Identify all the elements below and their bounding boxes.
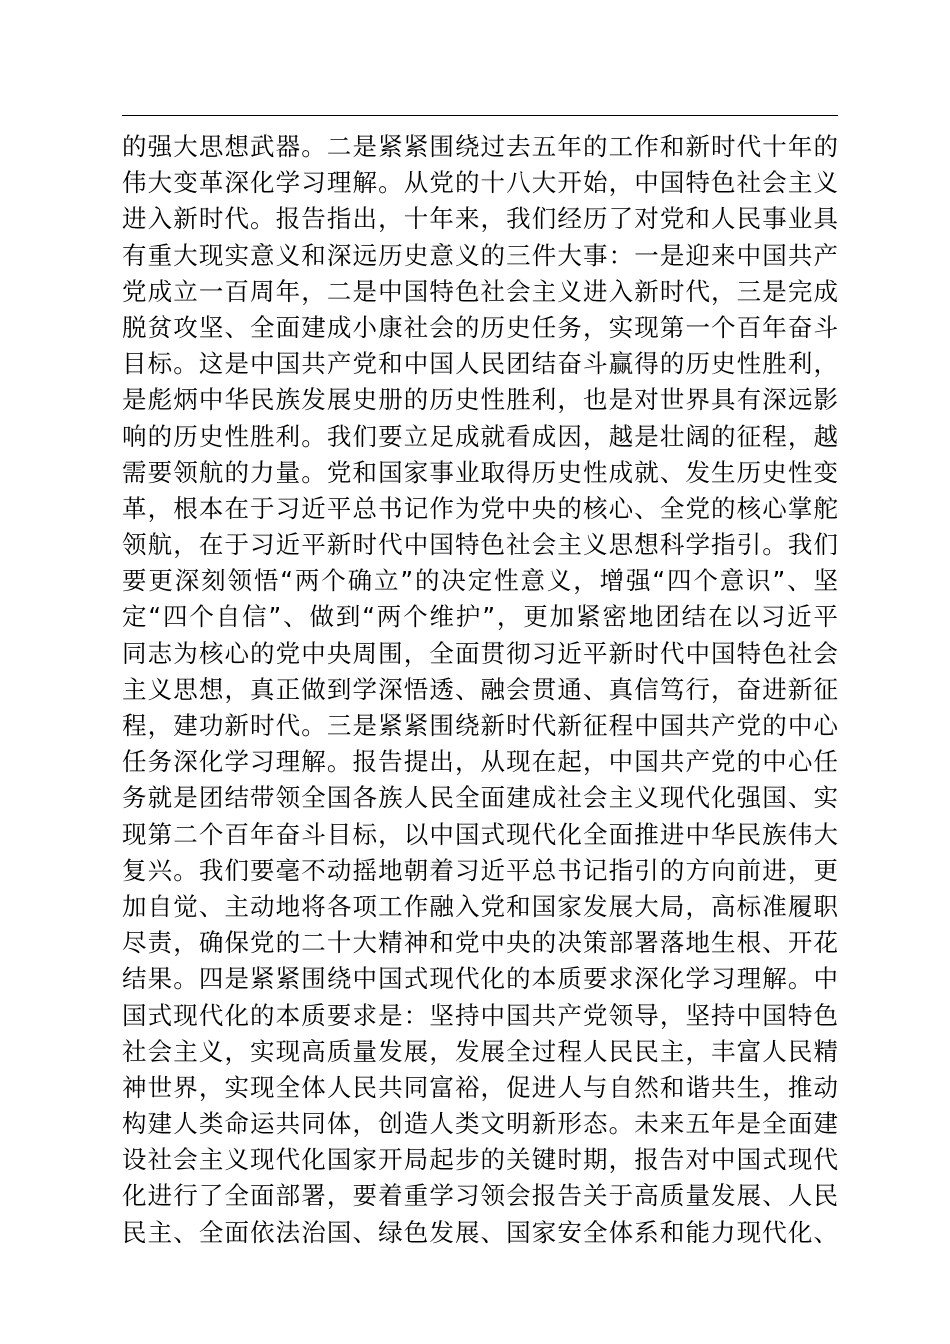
text-line: 民主、全面依法治国、绿色发展、国家安全体系和能力现代化、: [122, 1217, 838, 1247]
text-line: 结果。四是紧紧围绕中国式现代化的本质要求深化学习理解。中: [122, 964, 838, 994]
text-line: 进入新时代。报告指出，十年来，我们经历了对党和人民事业具: [122, 204, 838, 234]
text-line: 伟大变革深化学习理解。从党的十八大开始，中国特色社会主义: [122, 168, 838, 198]
text-line: 目标。这是中国共产党和中国人民团结奋斗赢得的历史性胜利，: [122, 349, 838, 379]
text-line: 化进行了全面部署，要着重学习领会报告关于高质量发展、人民: [122, 1181, 838, 1211]
text-line: 同志为核心的党中央周围，全面贯彻习近平新时代中国特色社会: [122, 638, 838, 668]
text-line: 领航，在于习近平新时代中国特色社会主义思想科学指引。我们: [122, 530, 838, 560]
text-line: 任务深化学习理解。报告提出，从现在起，中国共产党的中心任: [122, 747, 838, 777]
text-line: 的强大思想武器。二是紧紧围绕过去五年的工作和新时代十年的: [122, 132, 838, 161]
text-line: 神世界，实现全体人民共同富裕，促进人与自然和谐共生，推动: [122, 1072, 838, 1102]
text-line: 是彪炳中华民族发展史册的历史性胜利，也是对世界具有深远影: [122, 385, 838, 415]
text-line: 社会主义，实现高质量发展，发展全过程人民民主，丰富人民精: [122, 1036, 838, 1066]
text-line: 有重大现实意义和深远历史意义的三件大事：一是迎来中国共产: [122, 240, 838, 270]
text-line: 尽责，确保党的二十大精神和党中央的决策部署落地生根、开花: [122, 928, 838, 958]
text-line: 复兴。我们要毫不动摇地朝着习近平总书记指引的方向前进，更: [122, 855, 838, 885]
text-line: 加自觉、主动地将各项工作融入党和国家发展大局，高标准履职: [122, 891, 838, 921]
body-text: [122, 129, 838, 1251]
text-line: 国式现代化的本质要求是：坚持中国共产党领导，坚持中国特色: [122, 1000, 838, 1030]
text-line: 设社会主义现代化国家开局起步的关键时期，报告对中国式现代: [122, 1145, 838, 1175]
text-line: 革，根本在于习近平总书记作为党中央的核心、全党的核心掌舵: [122, 493, 838, 523]
text-line: 程，建功新时代。三是紧紧围绕新时代新征程中国共产党的中心: [122, 711, 838, 740]
text-line: 务就是团结带领全国各族人民全面建成社会主义现代化强国、实: [122, 783, 838, 813]
text-line: 主义思想，真正做到学深悟透、融会贯通、真信笃行，奋进新征: [122, 674, 838, 704]
text-line: 构建人类命运共同体，创造人类文明新形态。未来五年是全面建: [122, 1109, 838, 1139]
text-line: 要更深刻领悟“两个确立”的决定性意义，增强“四个意识”、坚: [122, 566, 838, 596]
text-line: 党成立一百周年，二是中国特色社会主义进入新时代，三是完成: [122, 276, 838, 306]
text-line: 响的历史性胜利。我们要立足成就看成因，越是壮阔的征程，越: [122, 421, 838, 451]
text-line: 脱贫攻坚、全面建成小康社会的历史任务，实现第一个百年奋斗: [122, 312, 838, 342]
header-rule: [122, 115, 838, 116]
text-line: 需要领航的力量。党和国家事业取得历史性成就、发生历史性变: [122, 457, 838, 487]
text-line: 现第二个百年奋斗目标，以中国式现代化全面推进中华民族伟大: [122, 819, 838, 849]
text-line: 定“四个自信”、做到“两个维护”，更加紧密地团结在以习近平: [122, 602, 838, 632]
